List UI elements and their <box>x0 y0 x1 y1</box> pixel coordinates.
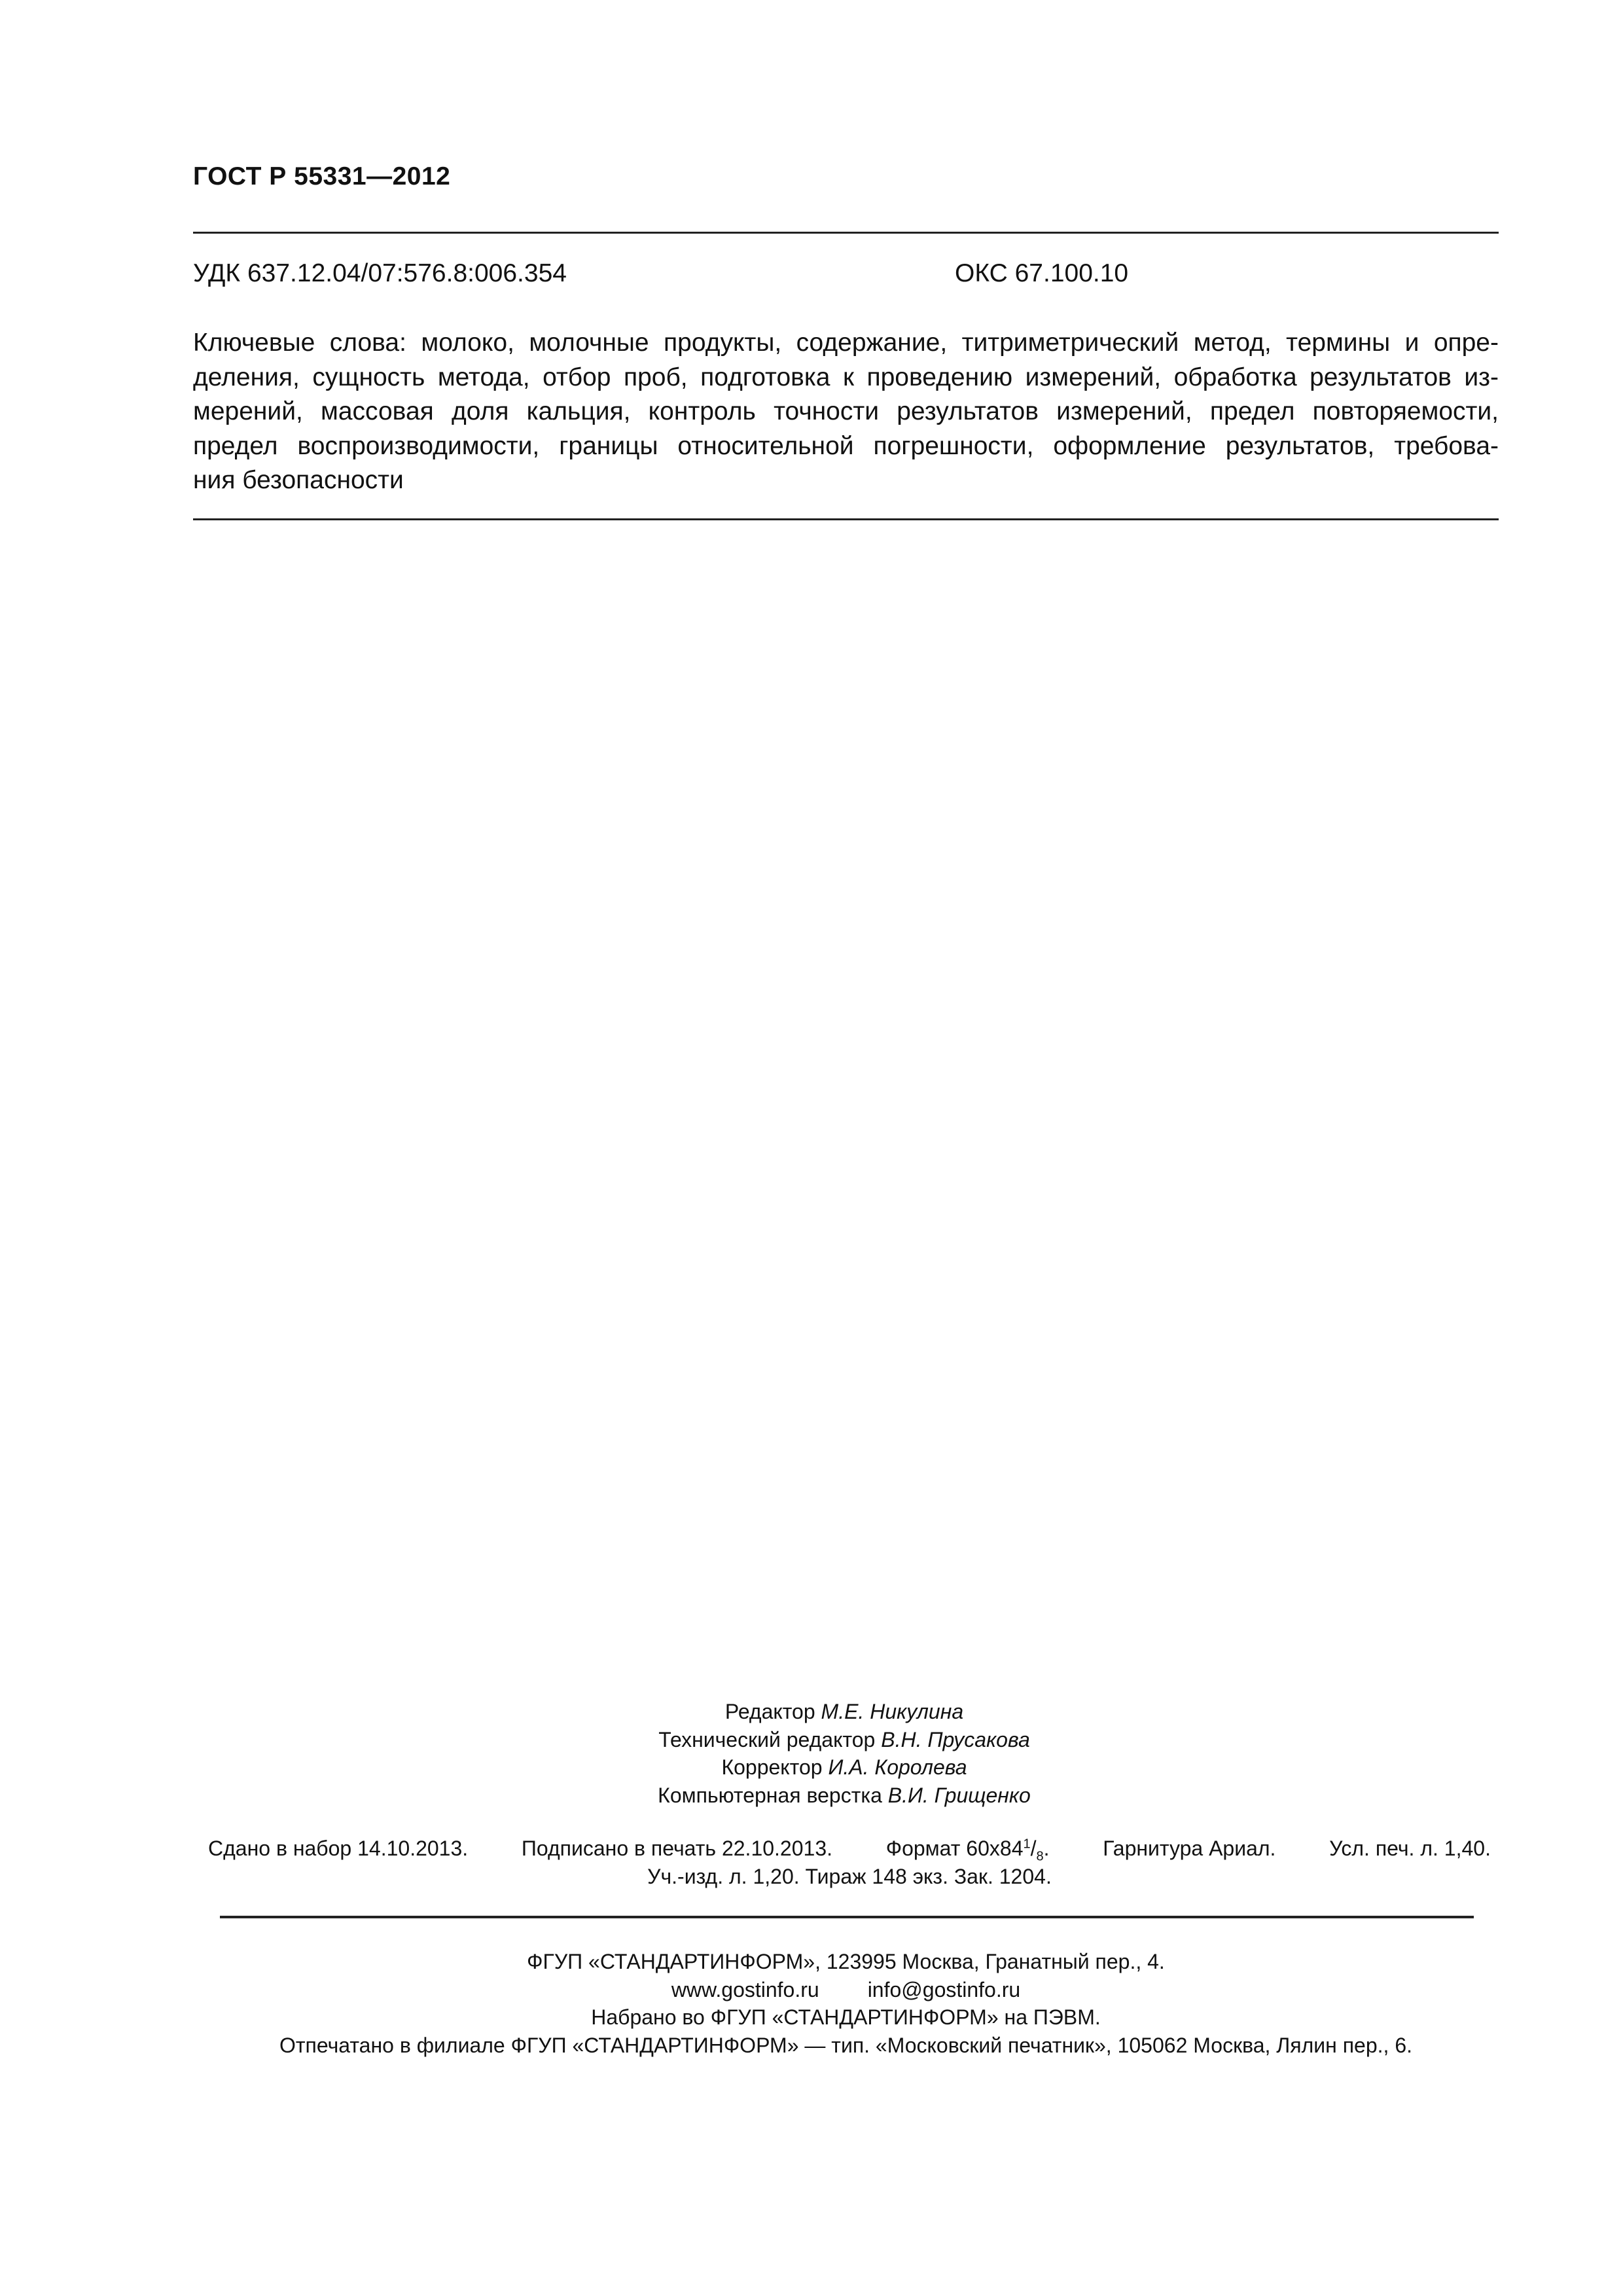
standard-code: ГОСТ Р 55331—2012 <box>193 162 451 190</box>
publisher-website[interactable]: www.gostinfo.ru <box>671 1977 819 2001</box>
udk-code: УДК 637.12.04/07:576.8:006.354 <box>193 259 567 287</box>
publisher-contacts <box>193 1976 1499 2004</box>
paper-format <box>885 1837 1050 1864</box>
keywords-line: предел воспроизводимости, границы относительной погрешности, оформление результатов, требова- <box>193 431 1499 460</box>
footer-divider <box>220 1916 1474 1918</box>
format-suffix: . <box>1043 1837 1050 1860</box>
print-info-line2: Уч.-изд. л. 1,20. Тираж 148 экз. Зак. 1204. <box>647 1865 1052 1888</box>
credit-corrector <box>517 1753 1171 1782</box>
publisher-address: ФГУП «СТАНДАРТИНФОРМ», 123995 Москва, Гранатный пер., 4. <box>527 1950 1165 1973</box>
keywords-block <box>193 326 1499 498</box>
top-divider <box>193 232 1499 234</box>
publisher-block <box>193 1948 1499 2059</box>
oks-code: ОКС 67.100.10 <box>955 259 1129 287</box>
publisher-email[interactable]: info@gostinfo.ru <box>867 1977 1021 2001</box>
format-prefix: Формат 60x84 <box>885 1837 1024 1860</box>
submitted-date: Сдано в набор 14.10.2013. <box>208 1837 469 1860</box>
keywords-line: мерений, массовая доля кальция, контроль точности результатов измерений, предел повторяемости, <box>193 397 1499 425</box>
typeface: Гарнитура Ариал. <box>1103 1837 1276 1860</box>
credit-name: И.А. Королева <box>828 1755 967 1779</box>
keywords-line: ния безопасности <box>193 466 404 494</box>
keywords-line: Ключевые слова: молоко, молочные продукты, содержание, титриметрический метод, термины и опре- <box>193 329 1499 357</box>
format-denominator: 8 <box>1036 1849 1044 1864</box>
credit-tech-editor <box>517 1726 1171 1754</box>
credit-role: Корректор <box>721 1755 823 1779</box>
publisher-typeset: Набрано во ФГУП «СТАНДАРТИНФОРМ» на ПЭВМ. <box>591 2005 1101 2029</box>
format-numerator: 1 <box>1023 1837 1031 1852</box>
middle-divider <box>193 518 1499 520</box>
print-info-line <box>208 1837 1491 1864</box>
credit-name: В.Н. Прусакова <box>881 1727 1030 1751</box>
keywords-line: деления, сущность метода, отбор проб, подготовка к проведению измерений, обработка результатов из- <box>193 363 1499 391</box>
format-separator: / <box>1030 1837 1037 1860</box>
print-sheets: Усл. печ. л. 1,40. <box>1329 1837 1491 1860</box>
credits-block <box>517 1698 1171 1809</box>
credit-role: Редактор <box>724 1700 815 1723</box>
signed-date: Подписано в печать 22.10.2013. <box>521 1837 832 1860</box>
credit-editor <box>517 1698 1171 1726</box>
credit-role: Технический редактор <box>658 1727 876 1751</box>
credit-role: Компьютерная верстка <box>658 1783 882 1807</box>
credit-layout <box>517 1782 1171 1810</box>
publisher-printed: Отпечатано в филиале ФГУП «СТАНДАРТИНФОРМ» — тип. «Московский печатник», 105062 Москва, Лялин пер., 6. <box>279 2033 1412 2057</box>
credit-name: В.И. Грищенко <box>887 1783 1031 1807</box>
credit-name: М.Е. Никулина <box>821 1700 964 1723</box>
